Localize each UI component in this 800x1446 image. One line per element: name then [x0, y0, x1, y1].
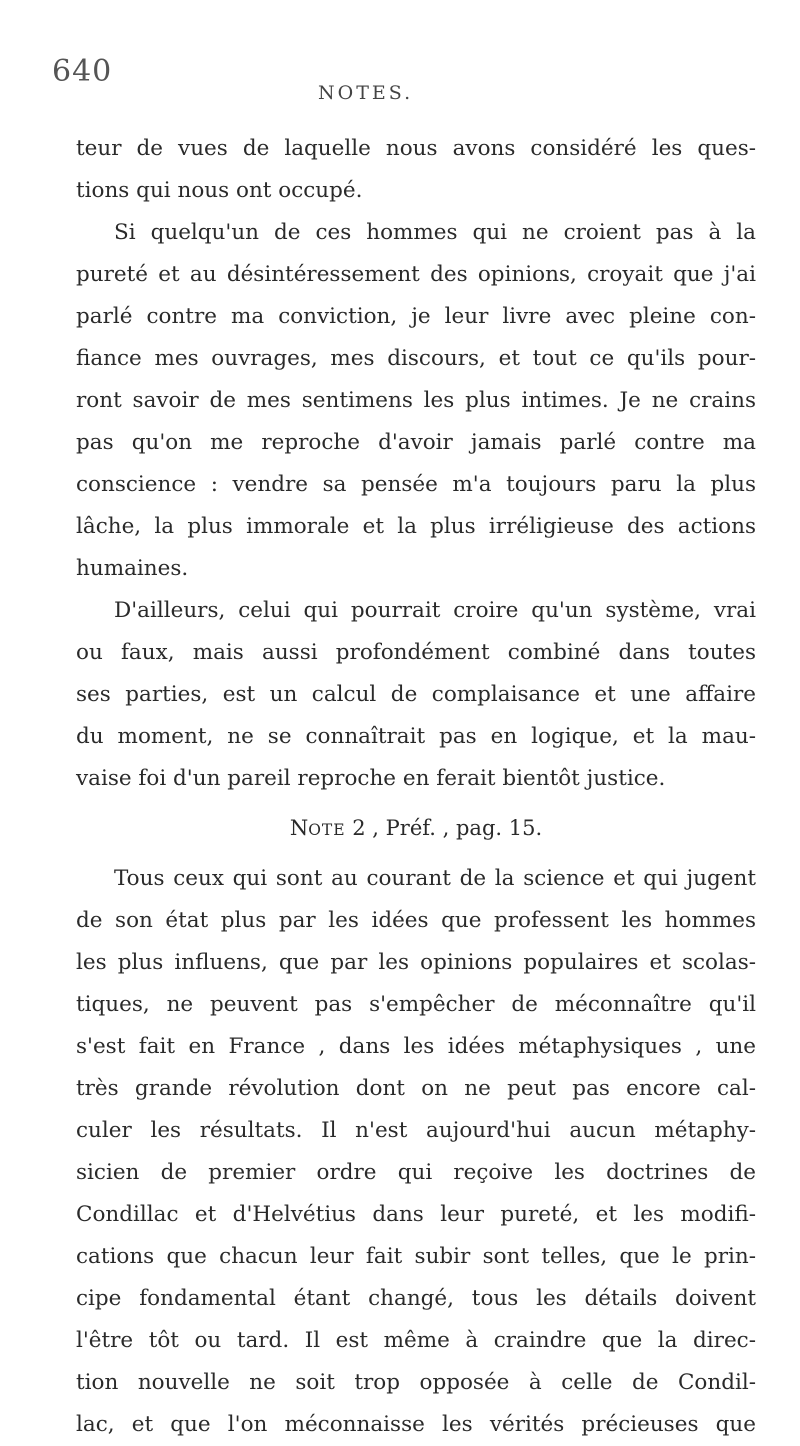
text-line: de son état plus par les idées que professent les hommes [76, 908, 756, 933]
text-line: fiance mes ouvrages, mes discours, et tout ce qu'ils pour- [76, 346, 756, 371]
note-heading-smallcaps: OTE [308, 821, 346, 839]
text-line: Si quelqu'un de ces hommes qui ne croient pas à la [114, 220, 756, 245]
text-line: tions qui nous ont occupé. [76, 178, 363, 203]
text-line: tiques, ne peuvent pas s'empêcher de méconnaître qu'il [76, 992, 756, 1017]
text-line: sicien de premier ordre qui reçoive les doctrines de [76, 1160, 756, 1185]
note-heading-reference: 2 , Préf. , pag. 15. [345, 816, 543, 840]
text-line: Condillac et d'Helvétius dans leur pureté, et les modifi- [76, 1202, 756, 1227]
text-line: lâche, la plus immorale et la plus irréligieuse des actions [76, 514, 756, 539]
text-line: conscience : vendre sa pensée m'a toujours paru la plus [76, 472, 756, 497]
text-line: ses parties, est un calcul de complaisance et une affaire [76, 682, 756, 707]
running-head: NOTES. [318, 82, 414, 104]
text-line: vaise foi d'un pareil reproche en ferait bientôt justice. [76, 766, 666, 791]
text-line: l'être tôt ou tard. Il est même à craindre que la direc- [76, 1328, 756, 1353]
text-line: teur de vues de laquelle nous avons considéré les ques- [76, 136, 756, 161]
page-number: 640 [52, 54, 113, 89]
text-line: ront savoir de mes sentimens les plus intimes. Je ne crains [76, 388, 756, 413]
text-line: Tous ceux qui sont au courant de la science et qui jugent [114, 866, 756, 891]
text-line: cipe fondamental étant changé, tous les détails doivent [76, 1286, 756, 1311]
text-line: s'est fait en France , dans les idées métaphysiques , une [76, 1034, 756, 1059]
text-line: ou faux, mais aussi profondément combiné dans toutes [76, 640, 756, 665]
note-heading [76, 800, 756, 854]
text-line: cations que chacun leur fait subir sont telles, que le prin- [76, 1244, 756, 1269]
text-line: humaines. [76, 556, 189, 581]
text-line: pureté et au désintéressement des opinions, croyait que j'ai [76, 262, 756, 287]
text-line: très grande révolution dont on ne peut pas encore cal- [76, 1076, 756, 1101]
note-heading-initial: N [289, 816, 309, 840]
text-line: parlé contre ma conviction, je leur livre avec pleine con- [76, 304, 756, 329]
text-line: D'ailleurs, celui qui pourrait croire qu'un système, vrai [114, 598, 756, 623]
text-line: lac, et que l'on méconnaisse les vérités précieuses que [76, 1412, 756, 1437]
body-text [76, 128, 756, 1446]
text-line: pas qu'on me reproche d'avoir jamais parlé contre ma [76, 430, 756, 455]
text-line: culer les résultats. Il n'est aujourd'hui aucun métaphy- [76, 1118, 756, 1143]
text-line: tion nouvelle ne soit trop opposée à celle de Condil- [76, 1370, 756, 1395]
text-line: du moment, ne se connaîtrait pas en logique, et la mau- [76, 724, 756, 749]
text-line: les plus influens, que par les opinions populaires et scolas- [76, 950, 756, 975]
